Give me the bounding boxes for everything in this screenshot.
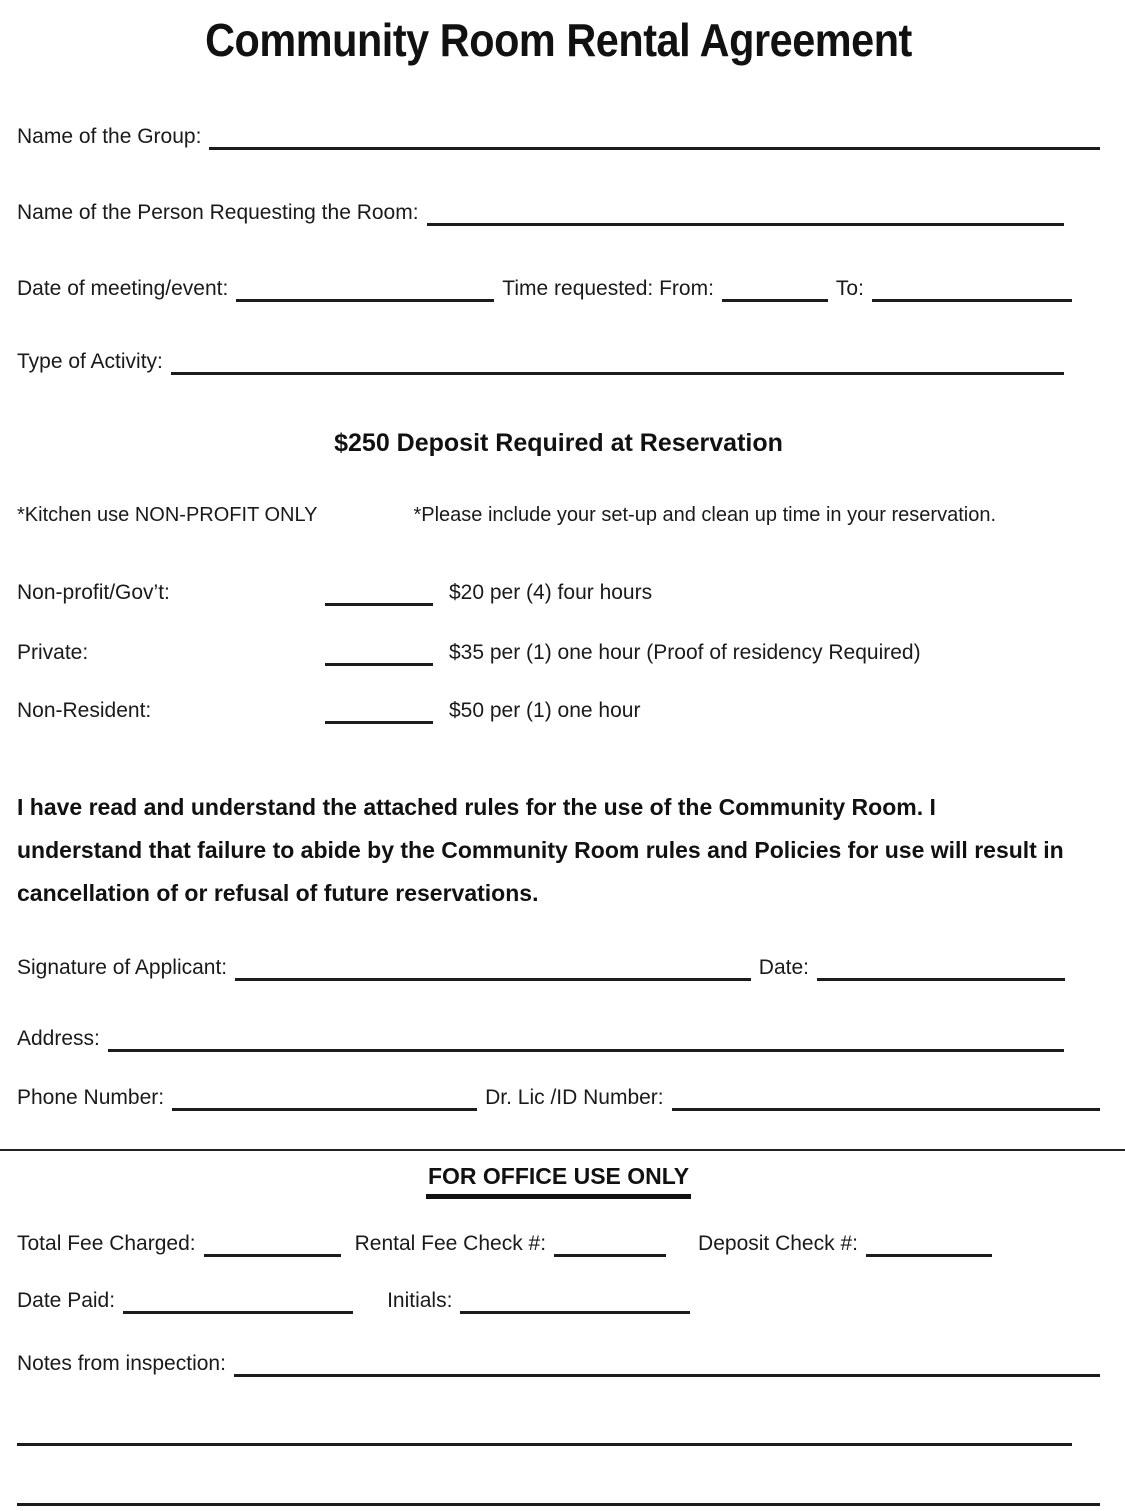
fee-row-nonprofit (17, 580, 1100, 606)
address-row (17, 1026, 1100, 1052)
fee-nonresident-label: Non-Resident: (17, 698, 152, 722)
fee-row-nonresident (17, 698, 1100, 724)
date-paid-blank (123, 1289, 353, 1314)
total-fee-label: Total Fee Charged: (17, 1231, 196, 1255)
fee-nonprofit-price: $20 per (4) four hours (449, 580, 653, 604)
signature-blank (235, 956, 751, 981)
phone-license-row (17, 1085, 1100, 1111)
license-label: Dr. Lic /ID Number: (485, 1085, 664, 1109)
fee-private-blank (325, 641, 433, 666)
phone-blank (172, 1086, 477, 1111)
meeting-date-blank (236, 277, 494, 302)
inspection-extra-blank-1 (17, 1421, 1072, 1446)
inspection-extra-line-2 (17, 1481, 1100, 1506)
address-blank (108, 1027, 1064, 1052)
office-use-heading: FOR OFFICE USE ONLY (426, 1163, 691, 1199)
deposit-check-blank (866, 1232, 992, 1257)
address-label: Address: (17, 1026, 100, 1050)
deposit-check-label: Deposit Check #: (698, 1231, 858, 1255)
rental-check-label: Rental Fee Check #: (354, 1231, 547, 1255)
fee-nonresident-blank (325, 699, 433, 724)
time-to-blank (872, 277, 1072, 302)
signature-row (17, 955, 1100, 981)
kitchen-note: *Kitchen use NON-PROFIT ONLY (17, 503, 318, 526)
signature-date-label: Date: (758, 955, 809, 979)
time-from-label: Time requested: From: (502, 276, 714, 300)
office-date-row (17, 1288, 1100, 1314)
fee-private-price: $35 per (1) one hour (Proof of residency Required) (449, 640, 921, 664)
fee-nonprofit-blank (325, 581, 433, 606)
office-section-divider (0, 1149, 1125, 1151)
rental-agreement-document (17, 14, 1100, 1506)
group-name-row (17, 124, 1100, 150)
total-fee-blank (204, 1232, 341, 1257)
time-to-label: To: (835, 276, 864, 300)
activity-row (17, 349, 1100, 375)
group-name-label: Name of the Group: (17, 124, 202, 148)
signature-label: Signature of Applicant: (17, 955, 228, 979)
initials-label: Initials: (387, 1288, 453, 1312)
time-from-blank (722, 277, 828, 302)
initials-blank (460, 1289, 690, 1314)
signature-date-blank (817, 956, 1065, 981)
inspection-extra-blank-2 (17, 1481, 1100, 1506)
inspection-blank (234, 1352, 1100, 1377)
person-name-row (17, 200, 1100, 226)
person-name-blank (427, 201, 1064, 226)
agreement-paragraph: I have read and understand the attached rules for the use of the Community Room. I understand that failure to abide by the Community Room rules and Policies for use will result in cancellation of or refusal of future reservations. (17, 793, 1064, 906)
group-name-blank (209, 125, 1100, 150)
office-heading-wrap (17, 1163, 1100, 1199)
usage-notes-row (17, 502, 1100, 528)
activity-blank (171, 350, 1064, 375)
fee-private-label: Private: (17, 640, 89, 664)
person-name-label: Name of the Person Requesting the Room: (17, 200, 419, 224)
license-blank (672, 1086, 1100, 1111)
setup-note: *Please include your set-up and clean up time in your reservation. (413, 503, 997, 526)
inspection-notes-row (17, 1351, 1100, 1377)
rental-check-blank (554, 1232, 666, 1257)
phone-label: Phone Number: (17, 1085, 165, 1109)
fee-nonprofit-label: Non-profit/Gov’t: (17, 580, 170, 604)
inspection-extra-line-1 (17, 1421, 1100, 1446)
date-paid-label: Date Paid: (17, 1288, 116, 1312)
inspection-label: Notes from inspection: (17, 1351, 226, 1375)
date-time-row (17, 276, 1100, 302)
page-title: Community Room Rental Agreement (205, 14, 912, 66)
fee-row-private (17, 640, 1100, 666)
deposit-heading: $250 Deposit Required at Reservation (334, 428, 783, 457)
meeting-date-label: Date of meeting/event: (17, 276, 229, 300)
activity-label: Type of Activity: (17, 349, 163, 373)
office-fees-row (17, 1231, 1100, 1257)
fee-nonresident-price: $50 per (1) one hour (449, 698, 641, 722)
